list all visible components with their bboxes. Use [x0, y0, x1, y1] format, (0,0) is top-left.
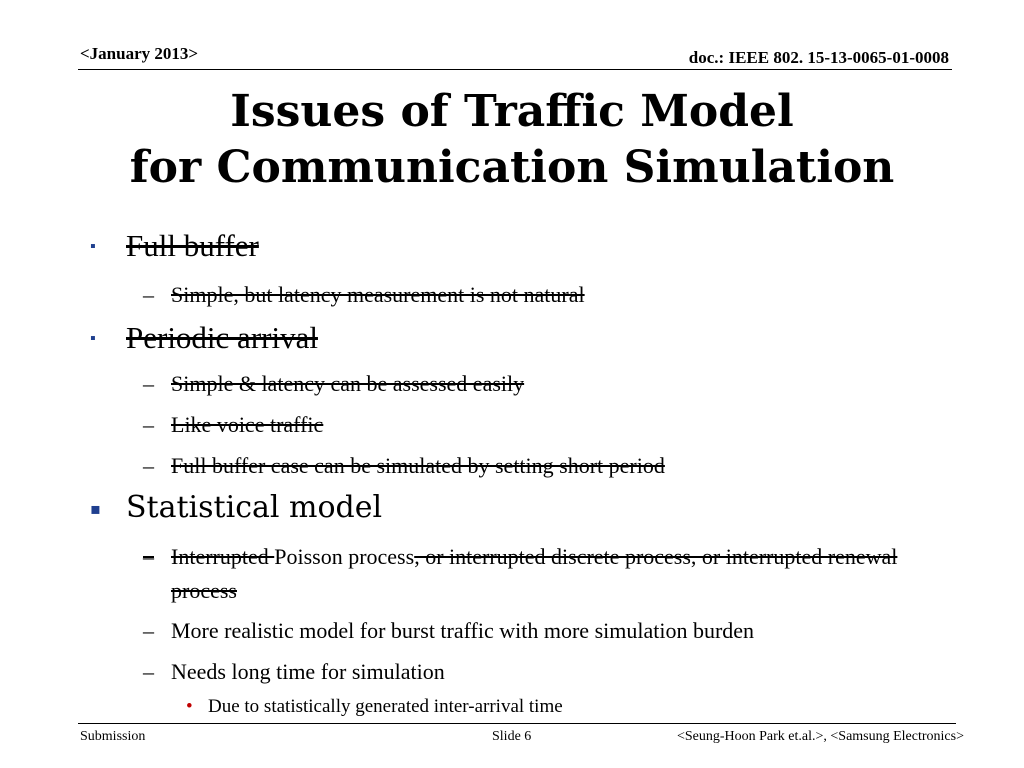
slide-title-line-2: for Communication Simulation [129, 142, 895, 193]
dash-bullet-icon: – [143, 659, 154, 684]
square-bullet-icon: ▪ [90, 330, 96, 347]
header-date: <January 2013> [80, 44, 199, 63]
sub-sub-bullet-text: Due to statistically generated inter-arrival time [208, 696, 563, 717]
sub-bullet-text: Full buffer case can be simulated by setting short period [171, 453, 665, 478]
footer-submission: Submission [80, 729, 146, 744]
dash-bullet-icon: – [143, 371, 154, 396]
sub-bullet-statistical-2 [143, 655, 843, 689]
header-divider [78, 69, 952, 70]
bullet-periodic-arrival [90, 320, 318, 356]
square-bullet-icon: ▪ [90, 499, 101, 518]
bullet-statistical-model-text: Statistical model [126, 490, 383, 525]
bullet-full-buffer [90, 228, 259, 264]
sub-bullet-full-buffer-0 [143, 278, 843, 312]
sub-bullet-text-struck-1: Interrupted [171, 544, 275, 569]
sub-bullet-text-struck-2: , or interrupted discrete process, or interrupted renewal process [171, 544, 898, 603]
footer-slide-number: Slide 6 [492, 729, 532, 744]
sub-bullet-periodic-0 [143, 367, 843, 401]
sub-bullet-text [171, 540, 903, 608]
sub-bullet-text: More realistic model for burst traffic with more simulation burden [171, 618, 755, 643]
slide-title [40, 84, 984, 196]
sub-bullet-text-kept: Poisson process [274, 544, 415, 569]
dash-bullet-icon: – [143, 282, 154, 307]
sub-bullet-text: Simple & latency can be assessed easily [171, 371, 525, 396]
sub-bullet-text: Simple, but latency measurement is not natural [171, 282, 585, 307]
sub-bullet-periodic-2 [143, 449, 843, 483]
dash-bullet-icon: – [143, 412, 154, 437]
dash-bullet-icon: – [143, 544, 154, 569]
sub-bullet-text: Needs long time for simulation [171, 659, 445, 684]
footer-divider [78, 723, 956, 724]
dash-bullet-icon: – [143, 453, 154, 478]
sub-sub-bullet-statistical-0 [186, 696, 563, 718]
dot-bullet-icon: • [186, 696, 193, 717]
sub-bullet-text: Like voice traffic [171, 412, 324, 437]
slide-title-line-1: Issues of Traffic Model [230, 86, 794, 137]
sub-bullet-periodic-1 [143, 408, 843, 442]
dash-bullet-icon: – [143, 618, 154, 643]
footer-authors: <Seung-Hoon Park et.al.>, <Samsung Electronics> [676, 729, 964, 744]
sub-bullet-statistical-0 [143, 540, 903, 608]
bullet-statistical-model [90, 490, 382, 525]
bullet-full-buffer-text: Full buffer [126, 228, 259, 263]
square-bullet-icon: ▪ [90, 238, 96, 255]
sub-bullet-statistical-1 [143, 614, 933, 648]
header-doc-number: doc.: IEEE 802. 15-13-0065-01-0008 [688, 48, 949, 67]
bullet-periodic-arrival-text: Periodic arrival [126, 320, 318, 355]
